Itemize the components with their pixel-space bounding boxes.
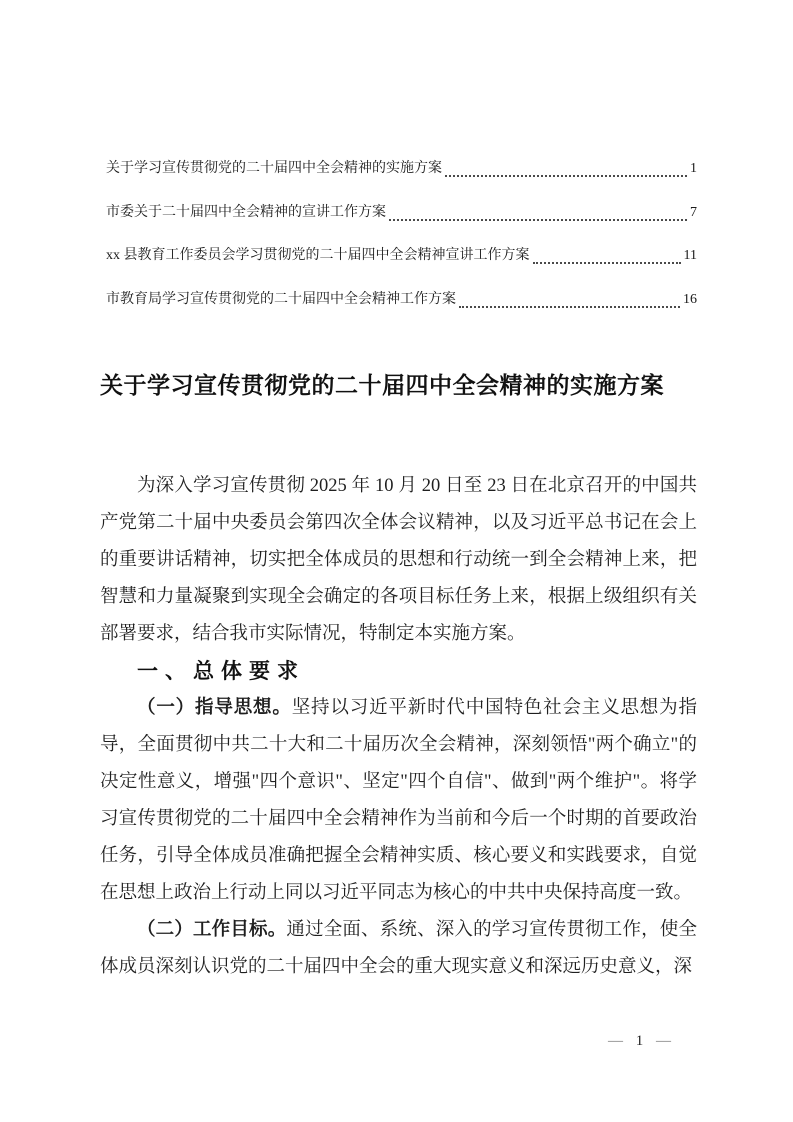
toc-entry-title: xx 县教育工作委员会学习贯彻党的二十届四中全会精神宣讲工作方案 [106,248,530,263]
toc-dot-leader [389,204,687,221]
document-title: 关于学习宣传贯彻党的二十届四中全会精神的实施方案 [100,372,664,398]
toc-entry-title: 市教育局学习宣传贯彻党的二十届四中全会精神工作方案 [106,291,456,307]
toc-entry[interactable] [100,160,697,204]
body-paragraph [100,912,697,986]
toc-dot-leader [445,160,687,177]
paragraph-text: 坚持以习近平新时代中国特色社会主义思想为指导，全面贯彻中共二十大和二十届历次全会精神，深刻领悟"两个确立"的决定性意义，增强"四个意识"、坚定"四个自信"、做到"两个维护"。将学习宣传贯彻党的二十届四中全会精神作为当前和今后一个时期的首要政治任务，引导全体成员准确把握全会精神实质、核心要义和实践要求，自觉在思想上政治上行动上同以习近平同志为核心的中共中央保持高度一致。 [100,698,697,903]
toc-entry[interactable] [100,291,697,335]
footer-page-number: 1 [635,1033,644,1049]
paragraph-lead: （二）工作目标。 [137,920,287,940]
body-paragraph [100,690,697,912]
section-heading: 一、总体要求 [137,660,305,683]
toc-dot-leader [459,291,680,308]
paragraph-lead: （一）指导思想。 [137,698,292,718]
toc-entry-page-number: 7 [690,204,697,220]
toc-entry[interactable] [100,247,697,291]
footer-dash-left: — [608,1033,623,1049]
toc-entry-page-number: 16 [683,291,697,307]
toc-entry-title: 关于学习宣传贯彻党的二十届四中全会精神的实施方案 [106,161,442,176]
page-number-footer [608,1031,671,1051]
toc-entry-title: 市委关于二十届四中全会精神的宣讲工作方案 [106,204,386,220]
toc-entry-page-number: 11 [683,248,697,263]
document-body [100,468,697,986]
footer-dash-right: — [656,1033,671,1049]
toc-dot-leader [533,247,681,264]
toc-entry-page-number: 1 [690,161,697,176]
body-paragraph: 为深入学习宣传贯彻 2025 年 10 月 20 日至 23 日在北京召开的中国共产党第二十届中央委员会第四次全体会议精神，以及习近平总书记在会上的重要讲话精神，切实把全体成员的思想和行动统一到全会精神上来，把智慧和力量凝聚到实现全会确定的各项目标任务上来，根据上级组织有关部署要求，结合我市实际情况，特制定本实施方案。 [100,476,697,644]
toc-entry[interactable] [100,204,697,248]
table-of-contents [100,160,697,334]
paragraph-text: 通过全面、系统、深入的学习宣传贯彻工作，使全体成员深刻认识党的二十届四中全会的重大现实意义和深远历史意义，深 [100,920,697,977]
